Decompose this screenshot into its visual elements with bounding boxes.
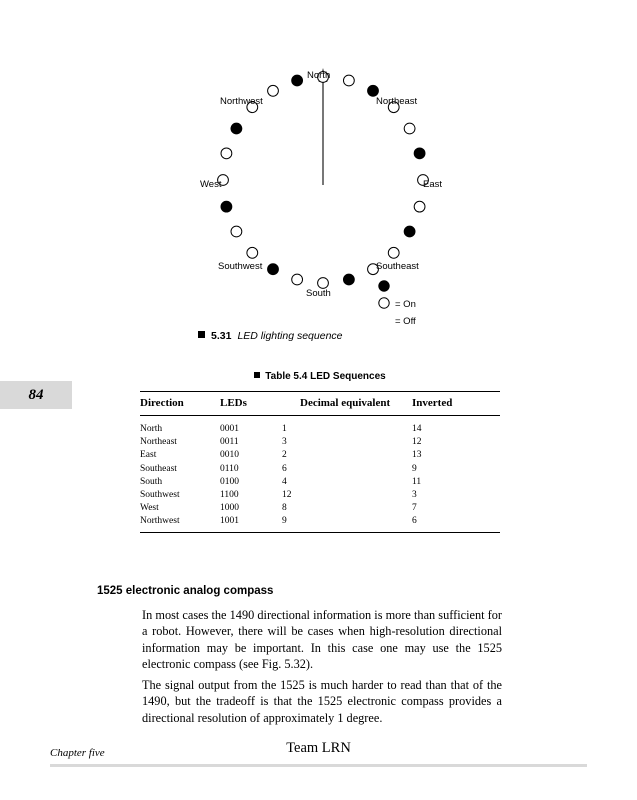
page-number-tab: [0, 381, 72, 409]
cell-leds: 1100: [220, 489, 239, 500]
led-4-off: [404, 123, 415, 134]
compass-label-northeast: Northeast: [376, 96, 418, 107]
legend-on-label: = On: [395, 299, 416, 310]
paragraph-2: The signal output from the 1525 is much harder to read than that of the 1490, but the tradeoff is that the 1525 electronic compass provides a directional resolution of approximately 1 degree.: [142, 678, 502, 725]
compass-label-north: North: [307, 70, 331, 81]
table-row: [140, 416, 500, 436]
cell-direction: East: [140, 450, 157, 461]
table-header-row: [140, 392, 500, 416]
led-19-off: [221, 148, 232, 159]
column-header-direction: Direction: [140, 392, 220, 416]
cell-inverted: 12: [412, 437, 422, 448]
column-header-decimal-equivalent-text: Decimal equivalent: [300, 397, 391, 409]
legend-on-marker: [379, 281, 389, 291]
led-1-off: [343, 75, 354, 86]
led-16-off: [231, 226, 242, 237]
table-row: [140, 475, 500, 488]
table-row: [140, 462, 500, 475]
led-13-off: [292, 274, 303, 285]
cell-decimal: 12: [282, 489, 292, 500]
cell-inverted: 6: [412, 515, 500, 533]
cell-direction: South: [140, 476, 163, 487]
compass-label-southeast: Southeast: [376, 261, 419, 272]
table-header: [140, 392, 500, 416]
legend-off-label: = Off: [395, 316, 416, 327]
footer-watermark: Team LRN: [286, 740, 351, 756]
led-12-off: [318, 278, 329, 289]
paragraph-1: In most cases the 1490 directional information is more than sufficient for a robot. However, there will be cases when high-resolution directional information may be important. In this case one may use the 1525 electronic compass (see Fig. 5.32).: [142, 608, 502, 672]
led-7-off: [414, 201, 425, 212]
cell-leds: 0001: [220, 424, 239, 434]
figure-led-lighting-sequence: [0, 40, 637, 340]
compass-label-northwest: Northwest: [220, 96, 263, 107]
cell-decimal: 8: [282, 503, 287, 514]
figure-caption: [198, 330, 343, 342]
led-8-on: [404, 226, 415, 237]
compass-label-southwest: Southwest: [218, 261, 263, 272]
legend-off-marker: [379, 298, 389, 308]
cell-leds: 0011: [220, 437, 239, 448]
table-row: [140, 449, 500, 462]
cell-leds: 1001: [220, 515, 282, 533]
footer-chapter-label: Chapter five: [50, 747, 105, 759]
cell-inverted: 14: [412, 424, 422, 434]
led-17-on: [221, 201, 232, 212]
cell-leds: 0100: [220, 476, 239, 487]
cell-decimal: 9: [282, 515, 412, 533]
section-heading: 1525 electronic analog compass: [97, 585, 274, 597]
cell-direction: Southwest: [140, 489, 180, 500]
cell-leds: 0110: [220, 463, 239, 474]
cell-decimal: 3: [282, 437, 287, 448]
cell-inverted: 7: [412, 503, 417, 514]
compass-label-east: East: [423, 179, 443, 190]
led-sequences-table-block: [140, 371, 500, 533]
cell-direction: Southeast: [140, 463, 177, 474]
led-22-off: [268, 85, 279, 96]
led-11-on: [343, 274, 354, 285]
table-row: [140, 502, 500, 515]
column-header-leds: LEDs: [220, 392, 282, 416]
cell-inverted: 11: [412, 476, 422, 487]
led-23-on: [292, 75, 303, 86]
cell-decimal: 1: [282, 424, 287, 434]
led-5-on: [414, 148, 425, 159]
footer-divider: [50, 764, 587, 767]
figure-caption-number: 5.31: [211, 330, 232, 342]
led-20-on: [231, 123, 242, 134]
cell-leds: 0010: [220, 450, 239, 461]
table-title-text: Table 5.4 LED Sequences: [265, 371, 386, 382]
led-9-off: [388, 247, 399, 258]
cell-decimal: 2: [282, 450, 287, 461]
table-title: [140, 371, 500, 382]
compass-label-west: West: [200, 179, 222, 190]
cell-direction: Northeast: [140, 437, 177, 448]
cell-decimal: 6: [282, 463, 287, 474]
caption-bullet-square: [198, 331, 205, 338]
column-header-decimal-equivalent: [282, 392, 412, 416]
table-row: [140, 515, 500, 533]
table-title-bullet-square: [254, 372, 260, 378]
cell-inverted: 13: [412, 450, 422, 461]
led-15-off: [247, 247, 258, 258]
cell-inverted: 9: [412, 463, 417, 474]
cell-inverted: 3: [412, 489, 417, 500]
column-header-inverted: Inverted: [412, 392, 500, 416]
cell-decimal: 4: [282, 476, 287, 487]
cell-direction: West: [140, 503, 159, 514]
cell-leds: 1000: [220, 503, 239, 514]
led-14-on: [268, 264, 279, 275]
compass-label-south: South: [306, 288, 331, 299]
cell-direction: Northwest: [140, 515, 220, 533]
figure-caption-text: LED lighting sequence: [237, 330, 343, 342]
table-body: [140, 416, 500, 533]
table-row: [140, 436, 500, 449]
north-arrow: [319, 68, 328, 185]
led-sequences-table: [140, 391, 500, 533]
led-2-on: [368, 85, 379, 96]
page-number: 84: [28, 386, 44, 403]
table-row: [140, 488, 500, 501]
cell-direction: North: [140, 424, 163, 434]
